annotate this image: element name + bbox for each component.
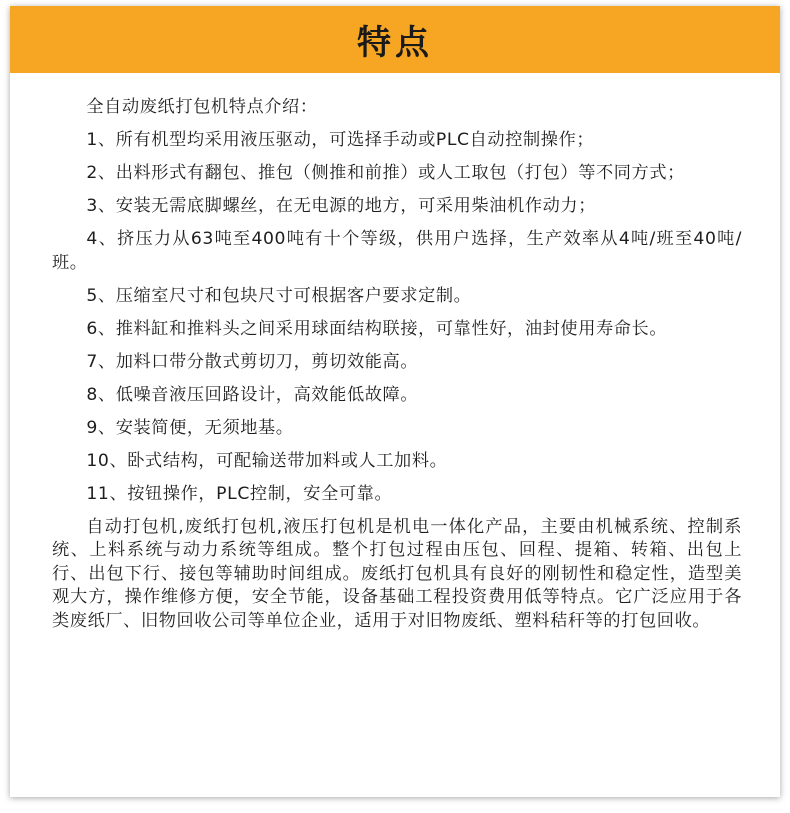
feature-item: 7、加料口带分散式剪切刀，剪切效能高。 — [86, 351, 419, 372]
page-title: 特点 — [357, 23, 433, 63]
feature-item: 10、卧式结构，可配输送带加料或人工加料。 — [86, 450, 448, 471]
feature-item: 3、安装无需底脚螺丝，在无电源的地方，可采用柴油机作动力； — [86, 196, 596, 216]
content-body — [52, 96, 742, 633]
header-banner — [10, 6, 780, 73]
feature-item: 5、压缩室尺寸和包块尺寸可根据客户要求定制。 — [86, 285, 472, 306]
summary-paragraph: 自动打包机,废纸打包机,液压打包机是机电一体化产品，主要由机械系统、控制系统、上料系统与动力系统等组成。整个打包过程由压包、回程、提箱、转箱、出包上行、出包下行、接包等辅助时间组成。废纸打包机具有良好的刚韧性和稳定性，造型美观大方，操作维修方便，安全节能，设备基础工程投资费用低等特点。它广泛应用于各类废纸厂、旧物回收公司等单位企业，适用于对旧物废纸、塑料秸秆等的打包回收。 — [52, 516, 742, 631]
feature-item: 11、按钮操作，PLC控制，安全可靠。 — [86, 483, 393, 504]
feature-item: 1、所有机型均采用液压驱动，可选择手动或PLC自动控制操作； — [86, 130, 595, 150]
feature-item: 4、挤压力从63吨至400吨有十个等级，供用户选择，生产效率从4吨/班至40吨/班。 — [52, 229, 742, 273]
feature-card — [10, 6, 780, 797]
feature-item: 6、推料缸和推料头之间采用球面结构联接，可靠性好，油封使用寿命长。 — [86, 318, 668, 339]
feature-item: 2、出料形式有翻包、推包（侧推和前推）或人工取包（打包）等不同方式； — [86, 163, 685, 183]
feature-item: 9、安装简便，无须地基。 — [86, 417, 294, 438]
intro-paragraph: 全自动废纸打包机特点介绍： — [86, 97, 318, 117]
feature-item: 8、低噪音液压回路设计，高效能低故障。 — [86, 384, 419, 405]
